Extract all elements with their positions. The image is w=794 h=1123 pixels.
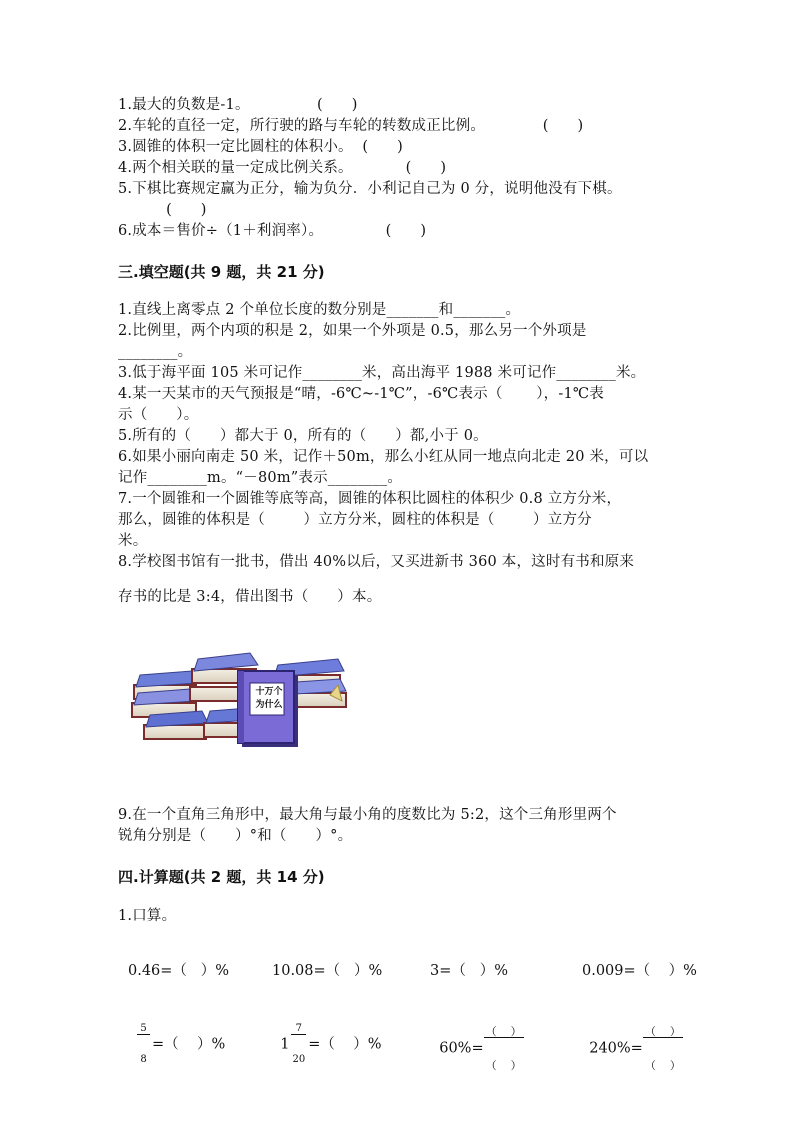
blank-fraction (484, 1004, 524, 1093)
fill-line: 记作________m。“－80m”表示________。 (118, 470, 403, 486)
calc-expression: =（ ）% (151, 1036, 226, 1053)
fill-line: ________。 (118, 344, 193, 360)
calc-item: 0.009=（ ）% (582, 963, 697, 979)
fill-line: 9.在一个直角三角形中，最大角与最小角的度数比为 5:2，这个三角形里两个 (118, 807, 617, 823)
calc-item-percent-fraction (580, 988, 683, 1093)
blank-numerator: （ ） (644, 1025, 681, 1038)
fraction (137, 1004, 150, 1085)
fraction-denominator: 20 (292, 1054, 306, 1065)
judge-item-5-answer: ( ) (118, 202, 207, 218)
fill-line: 锐角分别是（ ）°和（ ）°。 (118, 828, 353, 844)
books-illustration (126, 645, 351, 750)
calc-item: 3=（ ）% (430, 963, 508, 979)
calc-item-fraction (126, 988, 225, 1085)
mixed-whole: 1 (280, 1036, 290, 1053)
fill-line: 那么，圆锥的体积是（ ）立方分米，圆柱的体积是（ ）立方分 (118, 512, 592, 528)
judge-item-6: 6.成本＝售价÷（1＋利润率）。 ( ) (118, 223, 427, 239)
fill-line: 8.学校图书馆有一批书，借出 40%以后，又买进新书 360 本，这时有书和原来 (118, 554, 635, 570)
book-cover-line-2: 为什么 (255, 700, 283, 710)
blank-denominator: （ ） (644, 1059, 681, 1072)
blank-denominator: （ ） (485, 1059, 522, 1072)
calc-item-mixed (271, 988, 382, 1085)
fill-line: 2.比例里，两个内项的积是 2，如果一个外项是 0.5，那么另一个外项是 (118, 323, 587, 339)
fill-line: 5.所有的（ ）都大于 0，所有的（ ）都,小于 0。 (118, 428, 488, 444)
judge-item-5: 5.下棋比赛规定赢为正分，输为负分．小利记自己为 0 分，说明他没有下棋。 (118, 181, 622, 197)
judge-item-3: 3.圆锥的体积一定比圆柱的体积小。 ( ) (118, 139, 403, 155)
calc-subheading: 1.口算。 (118, 908, 177, 924)
calc-expression: 240%= (589, 1040, 643, 1057)
fill-line: 4.某一天某市的天气预报是“晴，-6℃~-1℃”，-6℃表示（ ），-1℃表 (118, 386, 605, 402)
blank-fraction (643, 1004, 683, 1093)
judge-item-4: 4.两个相关联的量一定成比例关系。 ( ) (118, 160, 447, 176)
fill-line: 7.一个圆锥和一个圆锥等底等高，圆锥的体积比圆柱的体积少 0.8 立方分米， (118, 491, 622, 507)
fill-line: 存书的比是 3:4，借出图书（ ）本。 (118, 589, 382, 605)
fill-line: 示（ ）。 (118, 407, 199, 423)
judge-item-2: 2.车轮的直径一定，所行驶的路与车轮的转数成正比例。 ( ) (118, 118, 584, 134)
fill-line: 1.直线上离零点 2 个单位长度的数分别是_______和_______。 (118, 302, 521, 318)
fraction-numerator: 7 (291, 1024, 306, 1035)
calc-item: 0.46=（ ）% (128, 963, 230, 979)
calc-item: 10.08=（ ）% (272, 963, 383, 979)
calc-expression: 60%= (439, 1040, 484, 1057)
calc-expression: =（ ）% (308, 1036, 382, 1053)
fill-line: 米。 (118, 533, 148, 549)
section-heading-fill: 三.填空题(共 9 题，共 21 分) (118, 263, 325, 281)
fraction-denominator: 8 (140, 1054, 147, 1065)
fraction (291, 1004, 306, 1085)
blank-numerator: （ ） (485, 1025, 522, 1038)
book-cover-line-1: 十万个 (255, 687, 283, 697)
fill-line: 6.如果小丽向南走 50 米，记作＋50m，那么小红从同一地点向北走 20 米，可以 (118, 449, 649, 465)
fill-line: 3.低于海平面 105 米可记作________米，高出海平 1988 米可记作________米。 (118, 365, 646, 381)
fraction-numerator: 5 (137, 1024, 150, 1035)
section-heading-calc: 四.计算题(共 2 题，共 14 分) (118, 868, 325, 886)
judge-item-1: 1.最大的负数是-1。 ( ) (118, 97, 358, 113)
calc-item-percent-fraction (430, 988, 524, 1093)
book-cover-title (252, 686, 286, 712)
